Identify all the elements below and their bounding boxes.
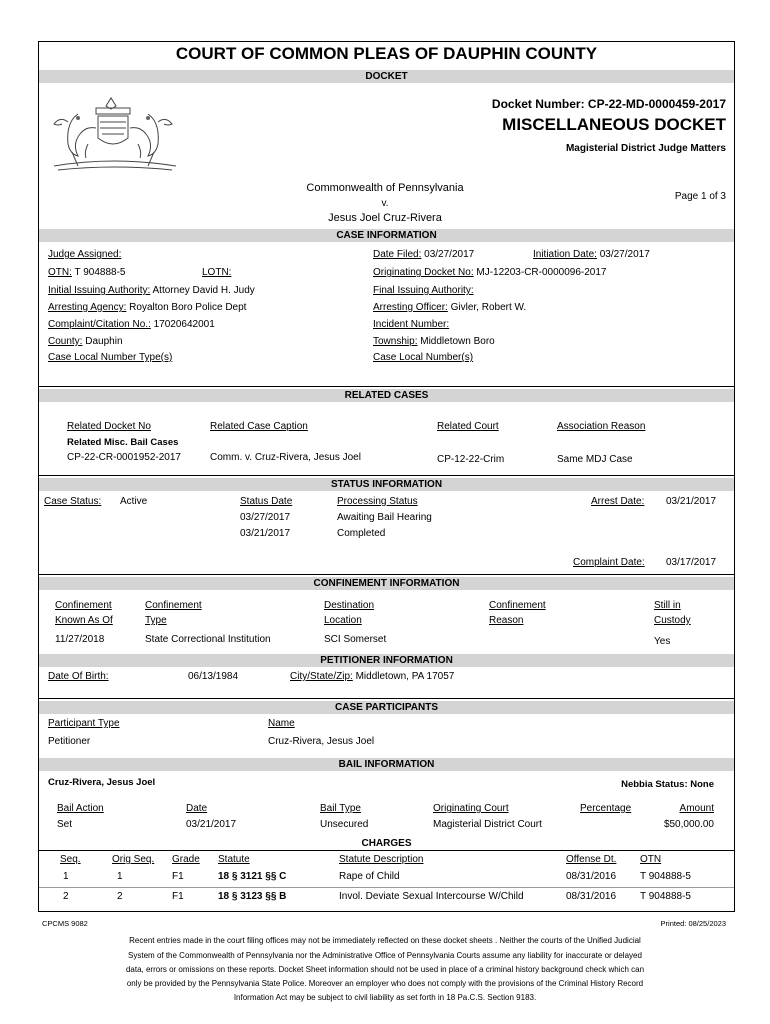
processing-status-header: Processing Status bbox=[337, 496, 418, 507]
bail-information-bar: BAIL INFORMATION bbox=[39, 758, 734, 771]
amount-header: Amount bbox=[679, 803, 714, 814]
participants-divider bbox=[39, 698, 734, 699]
dob-value: 06/13/1984 bbox=[188, 671, 239, 682]
charge-1-statute: 18 § 3121 §§ C bbox=[218, 871, 287, 882]
charge-1-description: Rape of Child bbox=[339, 871, 400, 882]
orig-docket-row bbox=[373, 267, 606, 278]
township-value: Middletown Boro bbox=[420, 336, 495, 347]
charges-bar: CHARGES bbox=[39, 837, 734, 850]
statute-description-header: Statute Description bbox=[339, 854, 424, 865]
known-as-of-header-1: Confinement bbox=[55, 600, 112, 611]
known-as-of-header-2: Known As Of bbox=[55, 615, 113, 626]
related-caption-value: Comm. v. Cruz-Rivera, Jesus Joel bbox=[210, 452, 361, 463]
originating-court-value: Magisterial District Court bbox=[433, 819, 542, 830]
initial-authority-value: Attorney David H. Judy bbox=[152, 285, 255, 296]
complaint-label: Complaint/Citation No.: bbox=[48, 319, 151, 330]
incident-label: Incident Number: bbox=[373, 319, 450, 330]
docket-number: Docket Number: CP-22-MD-0000459-2017 bbox=[491, 97, 726, 111]
disclaimer-line-3: data, errors or omissions on these reports. Docket Sheet information should not be used in place of a criminal history background check which can bbox=[125, 965, 645, 974]
association-reason-value: Same MDJ Case bbox=[557, 454, 633, 465]
case-information-bar: CASE INFORMATION bbox=[39, 229, 734, 242]
confinement-reason-header-2: Reason bbox=[489, 615, 524, 626]
initiation-label: Initiation Date: bbox=[533, 249, 597, 260]
bail-date-header: Date bbox=[186, 803, 208, 814]
related-group-label: Related Misc. Bail Cases bbox=[67, 437, 179, 448]
confinement-reason-header-1: Confinement bbox=[489, 600, 546, 611]
destination-value: SCI Somerset bbox=[324, 634, 387, 645]
charge-row-divider bbox=[39, 887, 734, 888]
arresting-agency-row bbox=[48, 302, 246, 313]
case-status-label: Case Status: bbox=[44, 496, 102, 507]
pennsylvania-seal-icon bbox=[48, 92, 183, 174]
initial-authority-label: Initial Issuing Authority: bbox=[48, 285, 151, 296]
county-value: Dauphin bbox=[85, 336, 123, 347]
confinement-type-header-1: Confinement bbox=[145, 600, 202, 611]
related-cases-bar: RELATED CASES bbox=[39, 389, 734, 402]
related-caption-header: Related Case Caption bbox=[210, 421, 308, 432]
initiation-value: 03/27/2017 bbox=[599, 249, 650, 260]
charge-1-orig-seq: 1 bbox=[117, 871, 123, 882]
disclaimer-line-2: System of the Commonwealth of Pennsylvania nor the Administrative Office of Pennsylvania Courts assume any liability for inaccurate or delayed bbox=[128, 951, 642, 960]
statute-header: Statute bbox=[218, 854, 250, 865]
related-docket-header: Related Docket No bbox=[67, 421, 151, 432]
bail-date-value: 03/21/2017 bbox=[186, 819, 237, 830]
otn-row bbox=[48, 267, 125, 278]
case-participants-bar: CASE PARTICIPANTS bbox=[39, 701, 734, 714]
confinement-divider bbox=[39, 574, 734, 575]
charge-2-description: Invol. Deviate Sexual Intercourse W/Child bbox=[339, 891, 524, 902]
charge-1-otn: T 904888-5 bbox=[640, 871, 691, 882]
docket-bar: DOCKET bbox=[39, 70, 734, 83]
arresting-officer-row bbox=[373, 302, 526, 313]
otn-value: T 904888-5 bbox=[74, 267, 126, 278]
caption-line-2: v. bbox=[381, 198, 389, 209]
initiation-row bbox=[533, 249, 650, 260]
city-label: City/State/Zip: bbox=[290, 671, 353, 682]
custody-header-2: Custody bbox=[654, 615, 691, 626]
county-row bbox=[48, 336, 123, 347]
complaint-date-value: 03/17/2017 bbox=[666, 557, 717, 568]
disclaimer-line-5: Information Act may be subject to civil liability as set forth in 18 Pa.C.S. Section 9183. bbox=[233, 993, 537, 1002]
orig-seq-header: Orig Seq. bbox=[112, 854, 155, 865]
status-date-1: 03/27/2017 bbox=[240, 512, 291, 523]
caption-line-1: Commonwealth of Pennsylvania bbox=[306, 182, 464, 194]
final-authority-label: Final Issuing Authority: bbox=[373, 285, 474, 296]
arrest-date-value: 03/21/2017 bbox=[666, 496, 717, 507]
arresting-officer-value: Givler, Robert W. bbox=[450, 302, 527, 313]
arresting-agency-value: Royalton Boro Police Dept bbox=[129, 302, 247, 313]
participant-name-header: Name bbox=[268, 718, 295, 729]
bail-action-header: Bail Action bbox=[57, 803, 104, 814]
charges-divider bbox=[39, 850, 734, 851]
date-filed-value: 03/27/2017 bbox=[424, 249, 475, 260]
custody-header-1: Still in bbox=[654, 600, 681, 611]
participant-type-value: Petitioner bbox=[48, 736, 91, 747]
arrest-date-label: Arrest Date: bbox=[591, 496, 645, 507]
confinement-bar: CONFINEMENT INFORMATION bbox=[39, 577, 734, 590]
bail-action-value: Set bbox=[57, 819, 73, 830]
charge-2-seq: 2 bbox=[63, 891, 69, 902]
date-filed-label: Date Filed: bbox=[373, 249, 422, 260]
processing-status-1: Awaiting Bail Hearing bbox=[337, 512, 432, 523]
complaint-date-label: Complaint Date: bbox=[573, 557, 645, 568]
related-court-header: Related Court bbox=[437, 421, 499, 432]
association-reason-header: Association Reason bbox=[557, 421, 646, 432]
township-row bbox=[373, 336, 495, 347]
orig-docket-value: MJ-12203-CR-0000096-2017 bbox=[476, 267, 607, 278]
status-divider bbox=[39, 475, 734, 476]
printed-date: Printed: 08/25/2023 bbox=[660, 919, 726, 928]
local-type-label: Case Local Number Type(s) bbox=[48, 352, 173, 363]
page-number: Page 1 of 3 bbox=[674, 191, 726, 202]
orig-docket-label: Originating Docket No: bbox=[373, 267, 474, 278]
charge-2-otn: T 904888-5 bbox=[640, 891, 691, 902]
related-cases-divider bbox=[39, 386, 734, 387]
status-date-2: 03/21/2017 bbox=[240, 528, 291, 539]
dob-label: Date Of Birth: bbox=[48, 671, 109, 682]
docket-subtitle: Magisterial District Judge Matters bbox=[565, 143, 726, 154]
local-numbers-label: Case Local Number(s) bbox=[373, 352, 474, 363]
complaint-row bbox=[48, 319, 215, 330]
bail-defendant-name: Cruz-Rivera, Jesus Joel bbox=[48, 777, 156, 788]
otn-label: OTN: bbox=[48, 267, 72, 278]
court-title: COURT OF COMMON PLEAS OF DAUPHIN COUNTY bbox=[175, 44, 598, 63]
lotn-label: LOTN: bbox=[202, 267, 232, 278]
destination-header-2: Location bbox=[324, 615, 362, 626]
charge-1-grade: F1 bbox=[172, 871, 184, 882]
status-date-header: Status Date bbox=[240, 496, 293, 507]
destination-header-1: Destination bbox=[324, 600, 375, 611]
initial-authority-row bbox=[48, 285, 255, 296]
city-row bbox=[290, 671, 454, 682]
arresting-agency-label: Arresting Agency: bbox=[48, 302, 127, 313]
date-filed-row bbox=[373, 249, 474, 260]
arresting-officer-label: Arresting Officer: bbox=[373, 302, 448, 313]
nebbia-status: Nebbia Status: None bbox=[621, 779, 714, 790]
case-status-value: Active bbox=[120, 496, 148, 507]
charge-2-offense-date: 08/31/2016 bbox=[566, 891, 617, 902]
charge-1-seq: 1 bbox=[63, 871, 69, 882]
charge-1-offense-date: 08/31/2016 bbox=[566, 871, 617, 882]
county-label: County: bbox=[48, 336, 83, 347]
township-label: Township: bbox=[373, 336, 418, 347]
bail-type-header: Bail Type bbox=[320, 803, 361, 814]
processing-status-2: Completed bbox=[337, 528, 386, 539]
known-as-of-value: 11/27/2018 bbox=[55, 634, 105, 645]
confinement-type-value: State Correctional Institution bbox=[145, 634, 271, 645]
disclaimer-line-4: only be provided by the Pennsylvania State Police. Moreover an employer who does not comply with the provisions of the Criminal History Record bbox=[126, 979, 644, 988]
charge-2-statute: 18 § 3123 §§ B bbox=[218, 891, 287, 902]
docket-type: MISCELLANEOUS DOCKET bbox=[502, 115, 726, 134]
petitioner-bar: PETITIONER INFORMATION bbox=[39, 654, 734, 667]
related-docket-value: CP-22-CR-0001952-2017 bbox=[67, 452, 181, 463]
status-information-bar: STATUS INFORMATION bbox=[39, 478, 734, 491]
caption-line-3: Jesus Joel Cruz-Rivera bbox=[328, 212, 442, 224]
charge-2-grade: F1 bbox=[172, 891, 184, 902]
complaint-value: 17020642001 bbox=[153, 319, 215, 330]
custody-value: Yes bbox=[654, 636, 671, 647]
participant-name-value: Cruz-Rivera, Jesus Joel bbox=[268, 736, 375, 747]
bail-type-value: Unsecured bbox=[320, 819, 369, 830]
participant-type-header: Participant Type bbox=[48, 718, 120, 729]
bail-amount-value: $50,000.00 bbox=[663, 819, 714, 830]
seq-header: Seq. bbox=[60, 854, 81, 865]
charge-2-orig-seq: 2 bbox=[117, 891, 123, 902]
related-court-value: CP-12-22-Crim bbox=[437, 454, 505, 465]
offense-date-header: Offense Dt. bbox=[566, 854, 617, 865]
percentage-header: Percentage bbox=[580, 803, 632, 814]
disclaimer-line-1: Recent entries made in the court filing offices may not be immediately reflected on these docket sheets . Neither the courts of the Unified Judicial bbox=[129, 936, 641, 945]
grade-header: Grade bbox=[172, 854, 200, 865]
confinement-type-header-2: Type bbox=[145, 615, 167, 626]
judge-label: Judge Assigned: bbox=[48, 249, 122, 260]
form-number: CPCMS 9082 bbox=[42, 919, 88, 928]
originating-court-header: Originating Court bbox=[433, 803, 509, 814]
city-value: Middletown, PA 17057 bbox=[355, 671, 455, 682]
otn-header: OTN bbox=[640, 854, 662, 865]
